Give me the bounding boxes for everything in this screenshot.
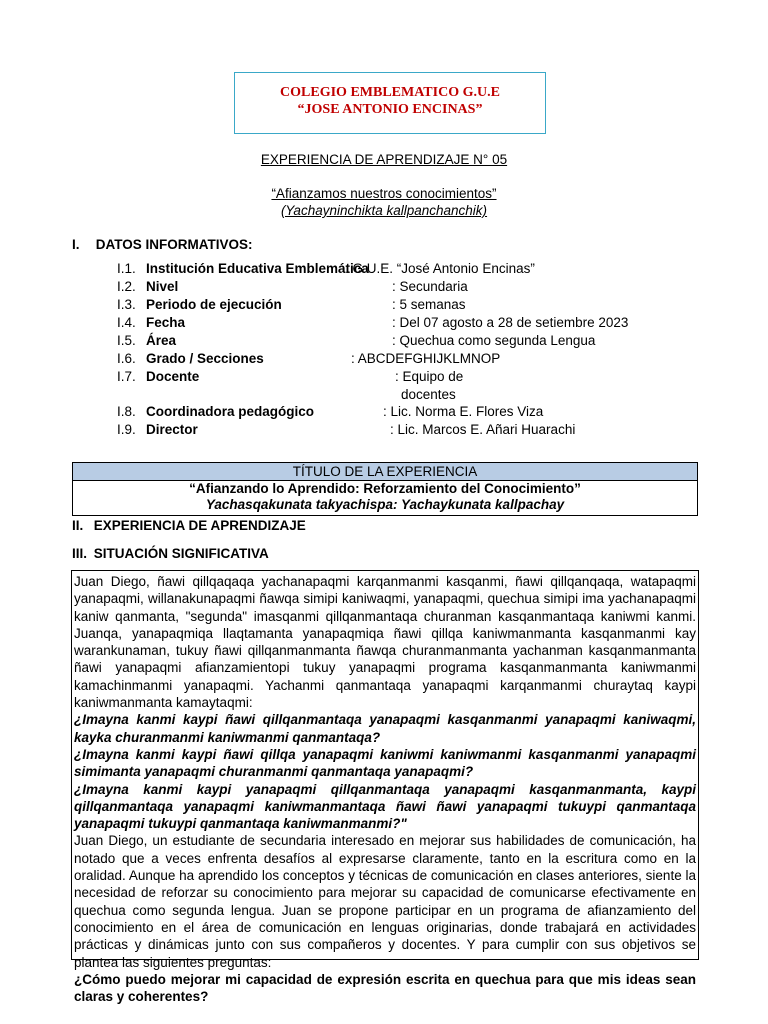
school-name: COLEGIO EMBLEMATICO G.U.E [280,85,500,100]
row-value: : Lic. Norma E. Flores Viza [383,404,544,419]
experience-subtitle-quechua: (Yachayninchikta kallpanchanchik) [280,203,488,218]
situation-question-3: ¿Imayna kanmi kaypi yanapaqmi qillqanmantaqa yanapaqmi kasqanmanmanta, kaypi qillqanmantaqa yanapaqmi kaniwmanmantaqa ñawi ñawi yanapaqmi tukuypi qanmantaqa yanapaqmi tukuypi qanmantaqa kaniwmanmanmi?" [74,781,696,832]
row-value: : Equipo de [395,369,464,384]
row-number: I.3. [117,297,136,312]
situation-paragraph-quechua: Juan Diego, ñawi qillqaqaqa yachanapaqmi karqanmanmi kasqanmi, ñawi qillqanqaqa, watapaqmi yanapaqmi, willanakunapaqmi ñawqa simipi kaniwaqmi, yanapaqmi, quechua simipi ima yachanapaqmi kaniw qanmanta, "segunda" imasqanmi qillqanmantaqa churanman kasqanmantaqa kaniwmi kanmi. Juanqa, yanapaqmiqa llaqtamanta yanapaqmiqa ñawi qillqa kaniwmanmanta kasqanmanmi kay warankunaman, tukuy ñawi qillqanmanmanta ñawqa churanmanmanta yachanman kasqanmanmanta ñawi yanapaqmi afianzamientopi tukuy yanapaqmi programa kasqanmanmanta kaniwmanmi kamachinmanmi yanapaqmi. Yachanmi qanmantaqa yanapaqmi karqanmanmi churaytaq kaypi kaniwmanmanta kamaytaqmi: [74,574,696,711]
situation-question-4: ¿Cómo puedo mejorar mi capacidad de expresión escrita en quechua para que mis ideas sean claras y coherentes? [74,971,696,1005]
row-value: : Lic. Marcos E. Añari Huarachi [390,422,576,437]
section-number: I. [72,237,80,252]
row-number: I.5. [117,333,136,348]
row-value: : G.U.E. “José Antonio Encinas” [345,261,535,276]
row-value: : ABCDEFGHIJKLMNOP [351,351,501,366]
row-label: Director [146,422,198,437]
section-datos-informativos [72,237,253,252]
experience-subtitle: “Afianzamos nuestros conocimientos” [271,186,497,201]
title-table-body [73,481,697,513]
situation-question-1: ¿Imayna kanmi kaypi ñawi qillqanmantaqa yanapaqmi kasqanmanmi yanapaqmi kaniwaqmi, kayka churanmanmi kaniwmanmi qanmantaqa? [74,712,696,745]
row-number: I.6. [117,351,136,366]
situation-box [71,570,699,1005]
row-number: I.1. [117,261,136,276]
title-table-header: TÍTULO DE LA EXPERIENCIA [73,463,697,481]
section-number: II. [72,518,84,533]
school-header-box [234,72,546,134]
experience-title-quechua: Yachasqakunata takyachispa: Yachaykunata kallpachay [205,497,565,512]
section-experiencia-aprendizaje [72,518,306,533]
row-label: Grado / Secciones [146,351,264,366]
row-value: : Secundaria [392,279,468,294]
situation-question-2: ¿Imayna kanmi kaypi ñawi qillqa yanapaqmi kaniwmi kaniwmanmi kasqanmanmi yanapaqmi simimanta yanapaqmi churanmanmi qanmantaqa yanapaqmi? [74,746,696,780]
row-label: Área [146,333,177,348]
row-number: I.4. [117,315,136,330]
section-title: DATOS INFORMATIVOS: [95,237,253,252]
row-label: Docente [146,369,200,384]
section-title: SITUACIÓN SIGNIFICATIVA [93,546,269,561]
school-subname: “JOSE ANTONIO ENCINAS” [297,102,483,117]
row-value: : Del 07 agosto a 28 de setiembre 2023 [392,315,629,330]
row-label: Nivel [146,279,179,294]
row-value-continued: docentes [401,387,456,402]
row-label: Institución Educativa Emblemática [146,261,369,276]
row-label: Periodo de ejecución [146,297,282,312]
situation-paragraph-spanish: Juan Diego, un estudiante de secundaria interesado en mejorar sus habilidades de comunicación, ha notado que a veces enfrenta desafíos al expresarse claramente, tanto en la escritura como en la oralidad. Aunque ha aprendido los conceptos y técnicas de comunicación en clases anteriores, siente la necesidad de reforzar su conocimiento para mejorar su capacidad de comunicarse efectivamente en quechua como segunda lengua. Juan se propone participar en un programa de afianzamiento del conocimiento en el área de comunicación en lenguas originarias, donde trabajará en actividades prácticas y dinámicas junto con sus compañeros y docentes. Y para cumplir con sus objetivos se plantea las siguientes preguntas: [74,833,696,970]
row-label: Coordinadora pedagógico [146,404,315,419]
section-situacion-significativa [72,546,269,561]
row-value: : Quechua como segunda Lengua [392,333,596,348]
row-number: I.9. [117,422,136,437]
experience-title-table [72,462,698,516]
row-value: : 5 semanas [392,297,466,312]
section-number: III. [72,546,88,561]
experience-title: “Afianzando lo Aprendido: Reforzamiento del Conocimiento” [189,481,581,496]
row-number: I.7. [117,369,136,384]
row-number: I.2. [117,279,136,294]
row-label: Fecha [146,315,186,330]
experience-number-title: EXPERIENCIA DE APRENDIZAJE N° 05 [260,152,508,167]
row-number: I.8. [117,404,136,419]
section-title: EXPERIENCIA DE APRENDIZAJE [93,518,306,533]
